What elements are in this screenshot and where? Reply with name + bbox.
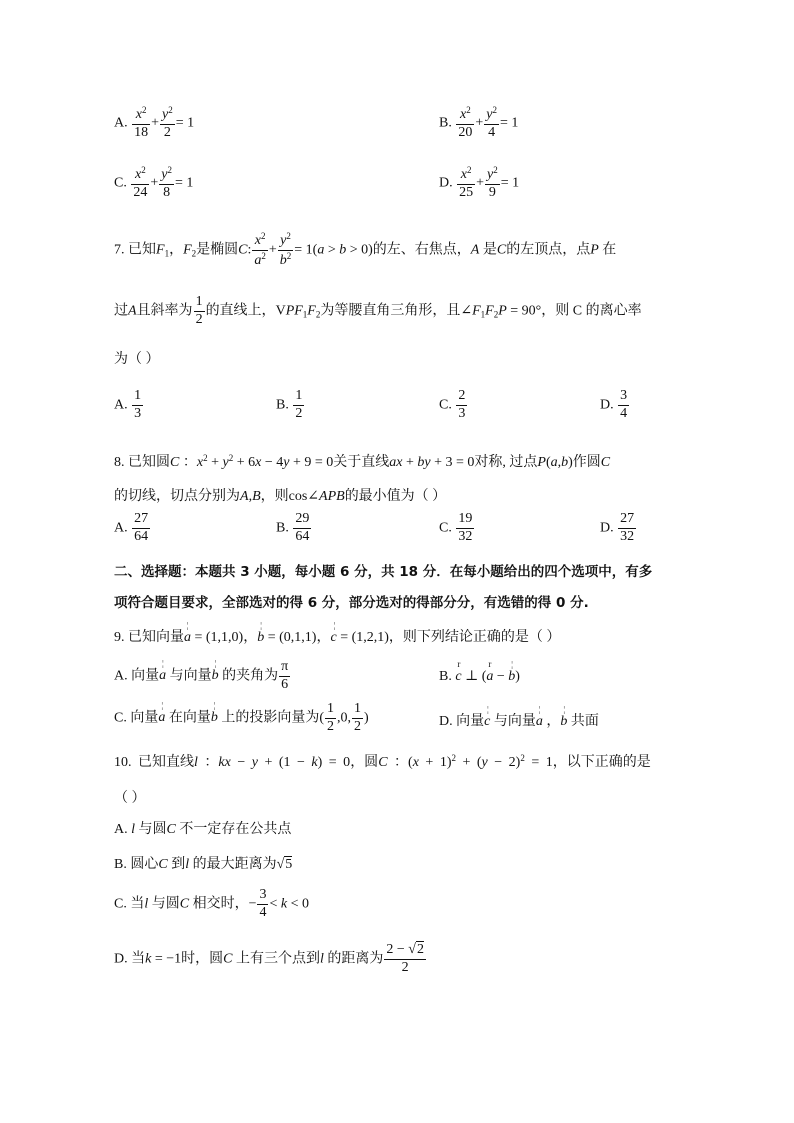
- fraction: $\frac{1}{2}$: [195, 294, 203, 327]
- q8-option-a: A. $\frac{27}{64}$: [114, 511, 149, 544]
- q7-option-b: B. $\frac{1}{2}$: [276, 388, 303, 421]
- q7-option-d: D. $\frac{3}{4}$: [600, 388, 628, 421]
- fraction: $\frac{\pi}{6}$: [281, 659, 289, 692]
- q10-line-2: （ ）: [114, 791, 146, 806]
- q8-line-1: 8. 已知圆C ：$x^2 + y^2 + 6x - 4y + 9 = 0$关于直线ax + by + 3 = 0对称, 过点P(a,b)作圆C: [114, 453, 611, 470]
- fraction: $\frac{1}{2}$: [354, 701, 362, 734]
- fraction: $\frac{2 - √2}{2}$: [386, 942, 424, 975]
- q10-option-b: B. 圆心C 到l 的最大距离为√5: [114, 857, 293, 872]
- q10-option-d: D. 当k = −1时，圆C 上有三个点到l 的距离为 $\frac{2 - √2}{2}$: [114, 942, 424, 975]
- fraction: $\frac{y^2}{2}$: [162, 105, 173, 140]
- q9-option-a: A. 向量¦ a 与向量¦ b 的夹角为 $\frac{\pi}{6}$: [114, 660, 291, 692]
- q7-line-2: 过A且斜率为 $\frac{1}{2}$ 的直线上，$VPF_1F_2$为等腰直角三角形，且$\angle F_1F_2P = 90^\circ$，则 C 的离心率: [114, 294, 642, 327]
- q6-option-b: B. $\frac{x^2}{20}$ + $\frac{y^2}{4}$ = 1: [439, 105, 519, 140]
- fraction: $\frac{x^2}{25}$: [459, 165, 474, 200]
- q7-option-c: C. $\frac{2}{3}$: [439, 388, 466, 421]
- fraction: $\frac{3}{4}$: [620, 388, 628, 421]
- fraction: $\frac{1}{2}$: [295, 388, 303, 421]
- fraction: $\frac{x^2}{24}$: [133, 165, 148, 200]
- q7-option-a: A. $\frac{1}{3}$: [114, 388, 142, 421]
- section-heading-line-1: 二、选择题：本题共 3 小题，每小题 6 分，共 18 分．在每小题给出的四个选项中，有多: [114, 564, 653, 580]
- q6-option-c: C. $\frac{x^2}{24}$ + $\frac{y^2}{8}$ = 1: [114, 165, 194, 200]
- fraction: $\frac{y^2}{8}$: [161, 165, 172, 200]
- q9-stem: 9. 已知向量¦ a = (1,1,0)，¦ b = (0,1,1)，¦ c = (1,2,1)，则下列结论正确的是（ ）: [114, 626, 560, 646]
- fraction: $\frac{x^2}{20}$: [458, 105, 473, 140]
- fraction: $\frac{27}{64}$: [134, 511, 149, 544]
- q8-option-c: C. $\frac{19}{32}$: [439, 511, 473, 544]
- fraction: $\frac{x^2}{18}$: [134, 105, 149, 140]
- fraction: $\frac{y^2}{4}$: [486, 105, 497, 140]
- q10-option-a: A. l 与圆C 不一定存在公共点: [114, 822, 292, 837]
- q10-line-1: 10. 已知直线l ：kx − y + (1 − k) = 0，圆C ：$(x + 1)^2 + (y - 2)^2 = 1$，以下正确的是: [114, 753, 651, 770]
- q6-option-d: D. $\frac{x^2}{25}$ + $\frac{y^2}{9}$ = 1: [439, 165, 520, 200]
- q9-option-b: B. r c ⊥ (r a − ¦ b): [439, 668, 520, 685]
- fraction: $\frac{29}{64}$: [295, 511, 310, 544]
- q10-option-c: C. 当l 与圆C 相交时，− $\frac{3}{4}$ < k < 0: [114, 887, 310, 920]
- q7-line-1: 7. 已知$F_1$，$F_2$是椭圆C: $\frac{x^2}{a^2}$ + $\frac{y^2}{b^2}$ = 1(a > b > 0)的左、右焦点，A 是C的左顶点，点P 在: [114, 231, 617, 268]
- q9-option-d: D. 向量¦ c 与向量¦ a ，¦ b 共面: [439, 710, 599, 730]
- fraction: $\frac{2}{3}$: [458, 388, 466, 421]
- q7-line-3: 为（ ）: [114, 352, 160, 367]
- fraction: $\frac{1}{2}$: [327, 701, 335, 734]
- fraction: $\frac{3}{4}$: [259, 887, 267, 920]
- fraction: $\frac{1}{3}$: [134, 388, 142, 421]
- q6-option-a: A. $\frac{x^2}{18}$ + $\frac{y^2}{2}$ = 1: [114, 105, 195, 140]
- fraction: $\frac{y^2}{b^2}$: [279, 231, 292, 268]
- fraction: $\frac{y^2}{9}$: [487, 165, 498, 200]
- section-heading-line-2: 项符合题目要求，全部选对的得 6 分，部分选对的得部分分，有选错的得 0 分.: [114, 595, 589, 611]
- fraction: $\frac{27}{32}$: [620, 511, 635, 544]
- fraction: $\frac{19}{32}$: [458, 511, 473, 544]
- q9-option-c: C. 向量¦ a 在向量¦ b 上的投影向量为( $\frac{1}{2}$ ,0, $\frac{1}{2}$ ): [114, 702, 369, 734]
- q8-line-2: 的切线，切点分别为A,B，则cos∠APB的最小值为（ ）: [114, 489, 447, 504]
- q8-option-b: B. $\frac{29}{64}$: [276, 511, 310, 544]
- fraction: $\frac{x^2}{a^2}$: [254, 231, 266, 268]
- q8-option-d: D. $\frac{27}{32}$: [600, 511, 635, 544]
